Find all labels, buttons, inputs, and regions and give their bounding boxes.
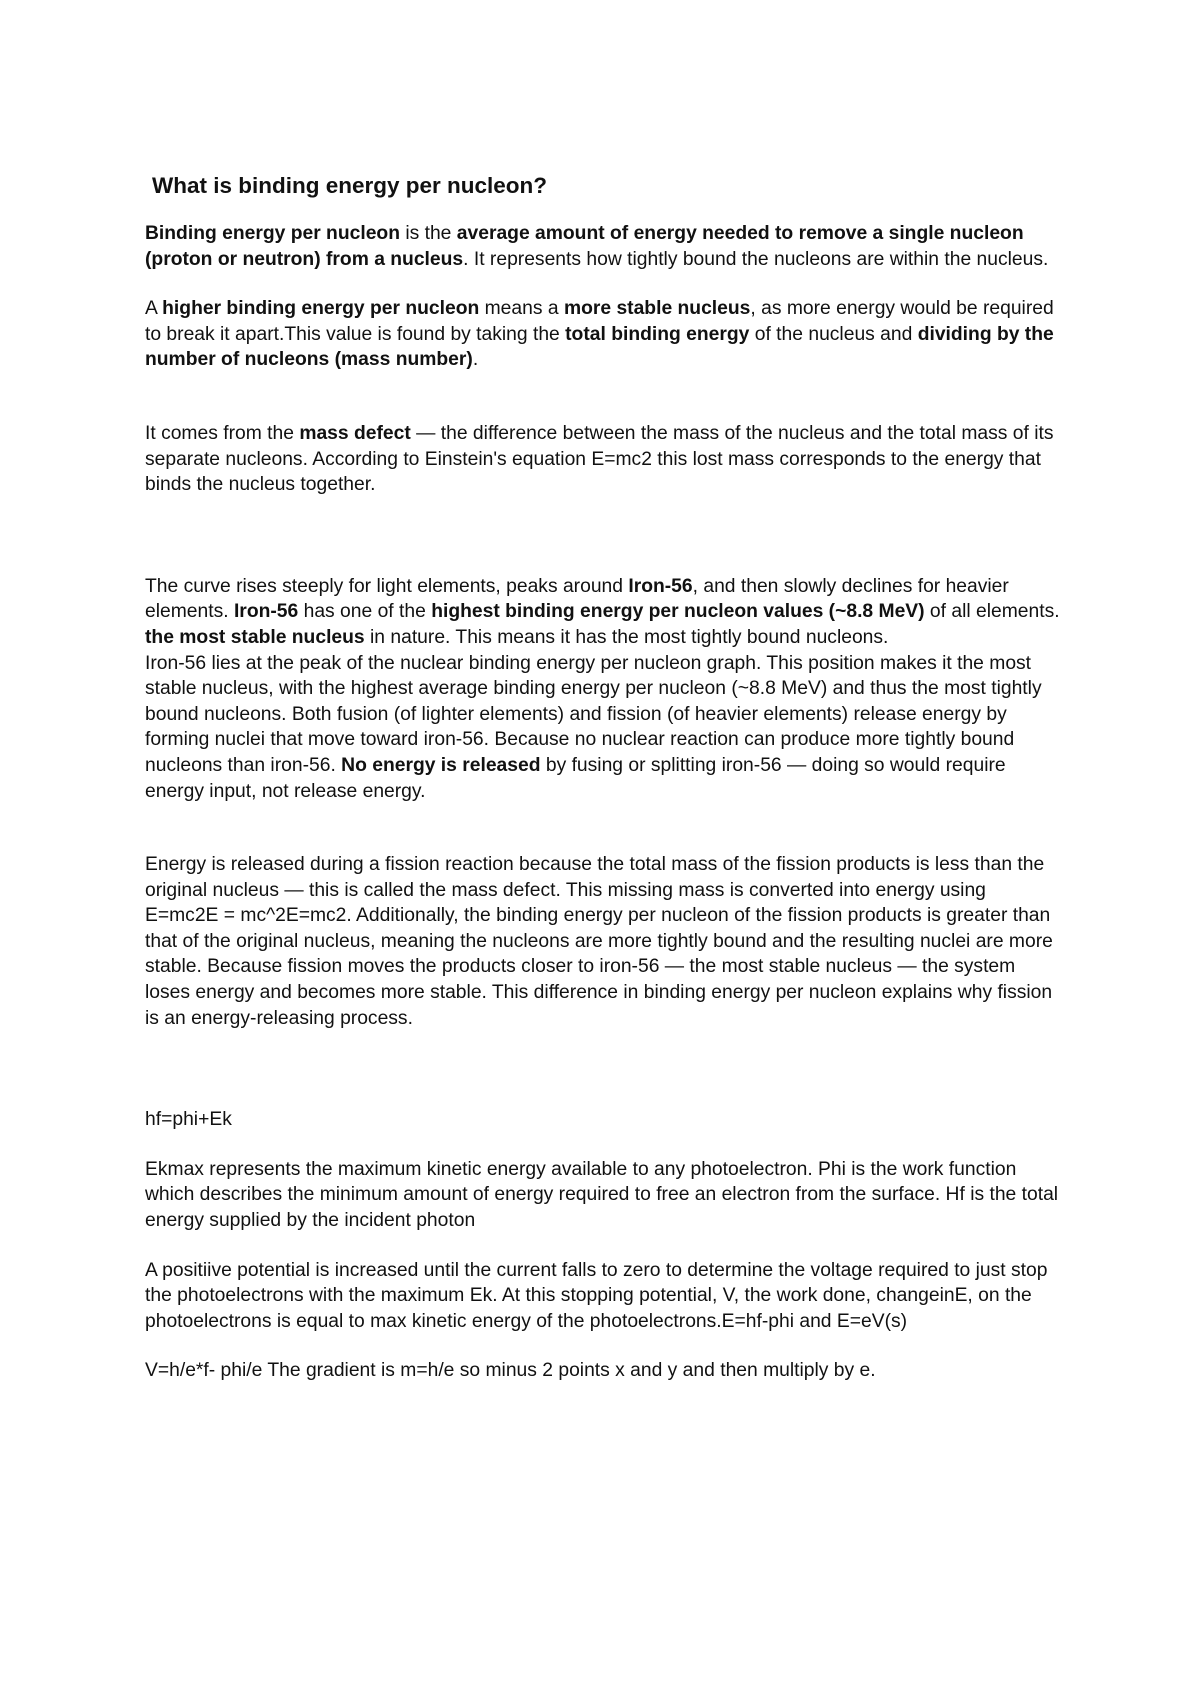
bold-text: higher binding energy per nucleon (162, 298, 480, 320)
text-run: by fusing or splitting iron-56 — doing so would require energy input, not release energy. (145, 754, 1006, 802)
bold-text: more stable nucleus (563, 298, 751, 320)
text-run: It comes from the (145, 422, 300, 444)
bold-text: total binding energy (565, 323, 750, 345)
bold-text: Iron-56 (233, 601, 299, 623)
paragraph-iron-56-peak (145, 651, 1063, 805)
document-body (145, 172, 1063, 1384)
paragraph-photoelectric-equation: hf=phi+Ek (145, 1109, 232, 1131)
bold-text: Binding energy per nucleon (145, 223, 400, 244)
bold-text: dividing by the number of nucleons (mass number) (145, 323, 1054, 371)
text-run: The curve rises steeply for light elements, peaks around (145, 575, 629, 597)
bold-text: highest binding energy per nucleon values (~8.8 MeV) (431, 601, 925, 623)
paragraph-stopping-potential: A positiive potential is increased until the current falls to zero to determine the voltage required to just stop the photoelectrons with the maximum Ek. At this stopping potential, V, the work done, changeinE, on the photoelectrons is equal to max kinetic energy of the photoelectrons.E=hf-phi and E=eV(s) (145, 1259, 1048, 1332)
text-run: , and then slowly declines for heavier elements. (145, 575, 1009, 623)
text-run: . (472, 349, 479, 371)
bold-text: No energy is released (341, 754, 541, 776)
text-run: of the nucleus and (749, 323, 918, 345)
paragraph-ekmax: Ekmax represents the maximum kinetic energy available to any photoelectron. Phi is the work function which describes the minimum amount of energy required to free an electron from the surface. Hf is the total energy supplied by the incident photon (145, 1158, 1059, 1232)
text-run: means a (479, 298, 564, 320)
text-run: , as more energy would be required to break it apart.This value is found by taking the (145, 298, 1054, 345)
text-run: A (145, 298, 163, 320)
paragraph-mass-defect (145, 421, 1063, 498)
text-run: in nature. This means it has the most tightly bound nucleons. (364, 626, 889, 648)
bold-text: the most stable nucleus (145, 626, 365, 648)
text-run: . It represents how tightly bound the nucleons are within the nucleus. (463, 248, 1049, 270)
bold-text: mass defect (299, 422, 411, 444)
paragraph-gradient: V=h/e*f- phi/e The gradient is m=h/e so minus 2 points x and y and then multiply by e. (145, 1360, 876, 1382)
paragraph-definition (145, 221, 1063, 272)
text-run: Iron-56 lies at the peak of the nuclear binding energy per nucleon graph. This position makes it the most stable nucleus, with the highest average binding energy per nucleon (~8.8 MeV) and thus the most tightly bound nucleons. Both fusion (of lighter elements) and fission (of heavier elements) release energy by forming nuclei that move toward iron-56. Because no nuclear reaction can produce more tightly bound nucleons than iron-56. (145, 652, 1042, 776)
text-run: — the difference between the mass of the nucleus and the total mass of its separate nucleons. According to Einstein's equation E=mc2 this lost mass corresponds to the energy that binds the nucleus together. (145, 422, 1054, 496)
bold-text: Iron-56 (628, 575, 693, 597)
text-run: of all elements. (924, 601, 1060, 623)
paragraph-iron-56-curve (145, 574, 1063, 651)
paragraph-stability (145, 296, 1063, 373)
text-run: is the (399, 223, 457, 244)
text-run: has one of the (298, 601, 432, 623)
bold-text: average amount of energy needed to remove a single nucleon (proton or neutron) from a nucleus (145, 223, 1024, 270)
page-title: What is binding energy per nucleon? (152, 173, 548, 198)
paragraph-fission: Energy is released during a fission reaction because the total mass of the fission products is less than the original nucleus — this is called the mass defect. This missing mass is converted into energy using E=mc2E = mc^2E=mc2. Additionally, the binding energy per nucleon of the fission products is greater than that of the original nucleus, meaning the nucleons are more tightly bound and the resulting nuclei are more stable. Because fission moves the products closer to iron-56 — the most stable nucleus — the system loses energy and becomes more stable. This difference in binding energy per nucleon explains why fission is an energy-releasing process. (145, 854, 1053, 1029)
